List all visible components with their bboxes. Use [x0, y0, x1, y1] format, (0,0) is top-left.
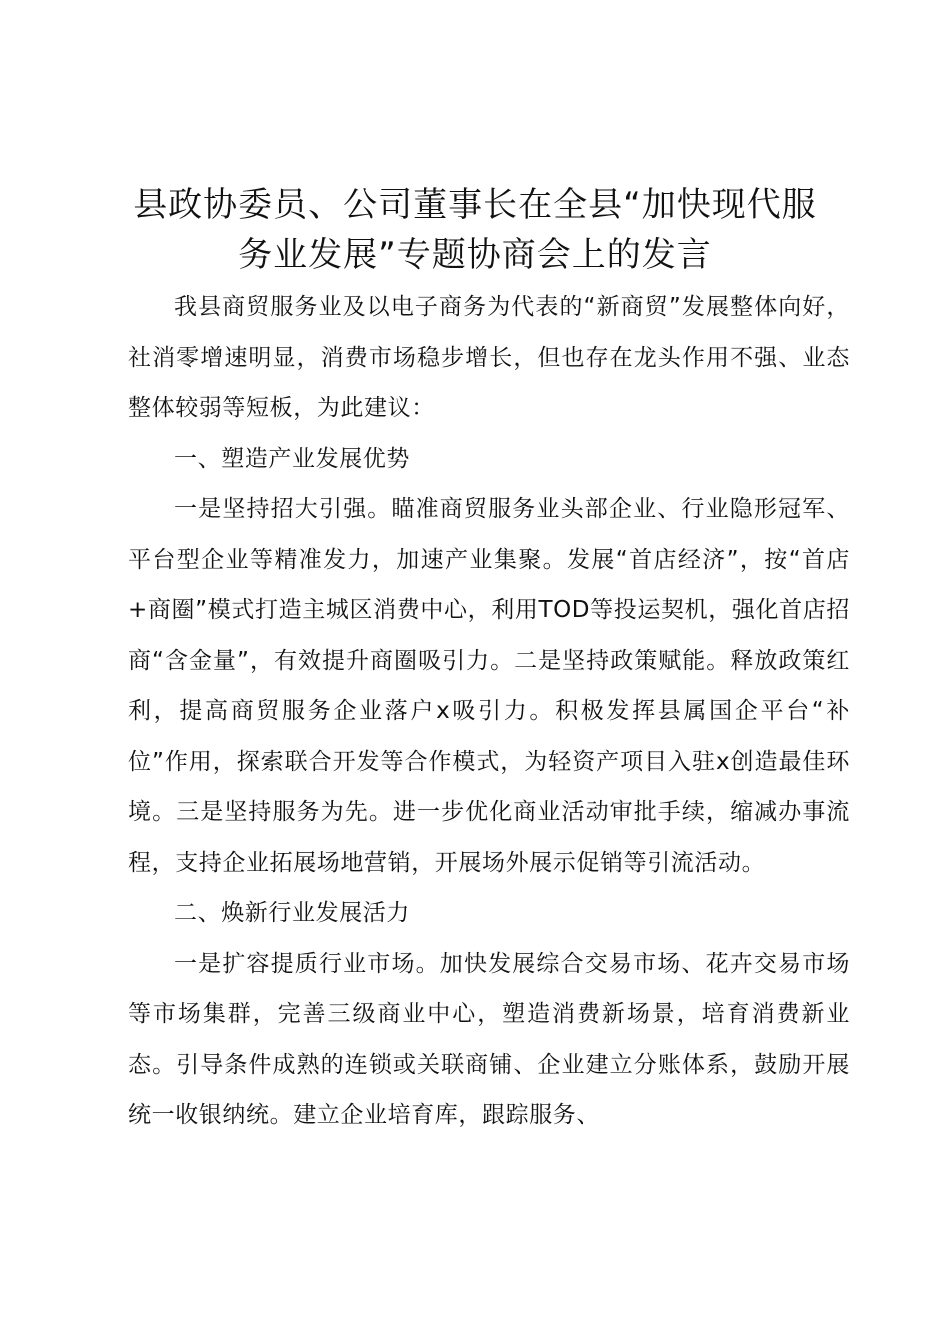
title-line-2: 务业发展”专题协商会上的发言	[238, 235, 712, 275]
section-1-paragraph: 一是坚持招大引强。瞄准商贸服务业头部企业、行业隐形冠军、平台型企业等精准发力，加速产业集聚。发展“首店经济”，按“首店+商圈”模式打造主城区消费中心，利用TOD等投运契机，强化首店招商“含金量”，有效提升商圈吸引力。二是坚持政策赋能。释放政策红利，提高商贸服务企业落户x吸引力。积极发挥县属国企平台“补位”作用，探索联合开发等合作模式，为轻资产项目入驻x创造最佳环境。三是坚持服务为先。进一步优化商业活动审批手续，缩减办事流程，支持企业拓展场地营销，开展场外展示促销等引流活动。	[128, 496, 850, 876]
section-heading-2: 二、焕新行业发展活力	[174, 900, 410, 926]
section-heading-1: 一、塑造产业发展优势	[174, 445, 410, 472]
document-body	[128, 282, 850, 1141]
document-title	[100, 180, 850, 280]
title-line-1: 县政协委员、公司董事长在全县“加快现代服	[133, 185, 817, 225]
section-2-paragraph: 一是扩容提质行业市场。加快发展综合交易市场、花卉交易市场等市场集群，完善三级商业中心，塑造消费新场景，培育消费新业态。引导条件成熟的连锁或关联商铺、企业建立分账体系，鼓励开展统一收银纳统。建立企业培育库，跟踪服务、	[128, 950, 850, 1128]
intro-paragraph: 我县商贸服务业及以电子商务为代表的“新商贸”发展整体向好，社消零增速明显，消费市场稳步增长，但也存在龙头作用不强、业态整体较弱等短板，为此建议：	[128, 294, 850, 421]
